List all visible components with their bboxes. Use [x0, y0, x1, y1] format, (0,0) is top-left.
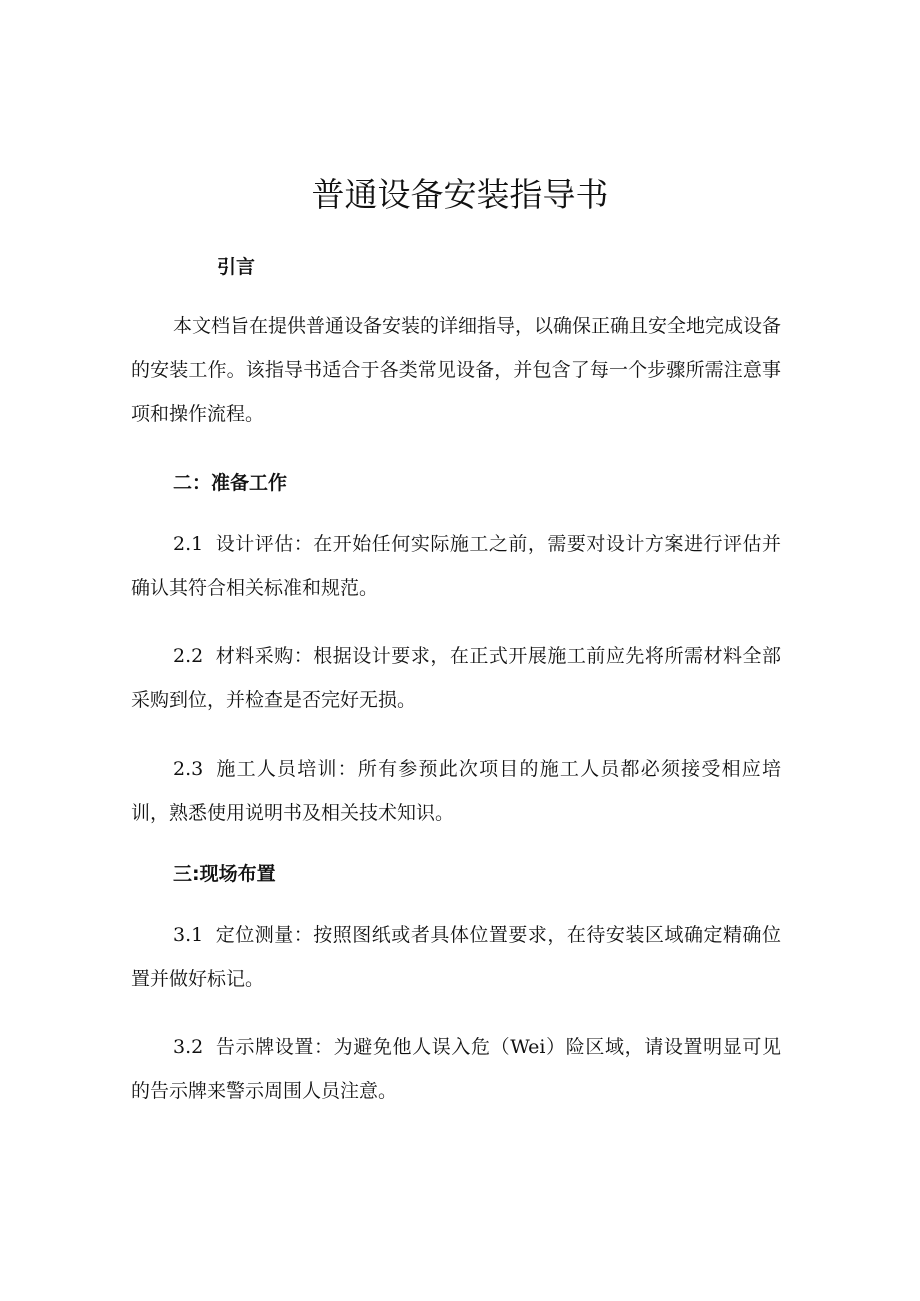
item-text: 施工人员培训：所有参预此次项目的施工人员都必须接受相应培训，熟悉使用说明书及相关技术知识。 — [131, 758, 781, 824]
item-text: 设计评估：在开始任何实际施工之前，需要对设计方案进行评估并确认其符合相关标准和规范。 — [131, 533, 781, 599]
section-3-2-paragraph — [131, 1025, 781, 1113]
section-2-2-paragraph — [131, 634, 781, 722]
item-number: 3.1 — [173, 924, 204, 946]
document-title: 普通设备安装指导书 — [311, 175, 609, 214]
item-number: 2.2 — [173, 645, 204, 667]
section-3-1-paragraph — [131, 913, 781, 1001]
item-number: 3.2 — [173, 1036, 204, 1058]
item-number: 2.3 — [173, 758, 204, 780]
item-text: 告示牌设置：为避免他人误入危（Wei）险区域，请设置明显可见的告示牌来警示周围人员注意。 — [131, 1036, 781, 1102]
item-text: 材料采购：根据设计要求，在正式开展施工前应先将所需材料全部采购到位，并检查是否完好无损。 — [131, 645, 781, 711]
section-3-heading: 三:现场布置 — [173, 863, 276, 885]
section-2-1-paragraph — [131, 522, 781, 610]
item-number: 2.1 — [173, 533, 204, 555]
intro-heading: 引言 — [217, 256, 256, 278]
section-2-3-paragraph — [131, 747, 781, 835]
intro-paragraph: 本文档旨在提供普通设备安装的详细指导，以确保正确且安全地完成设备的安装工作。该指导书适合于各类常见设备，并包含了每一个步骤所需注意事项和操作流程。 — [131, 315, 782, 425]
section-2-heading: 二：准备工作 — [173, 472, 288, 494]
item-text: 定位测量：按照图纸或者具体位置要求，在待安装区域确定精确位置并做好标记。 — [131, 924, 781, 990]
